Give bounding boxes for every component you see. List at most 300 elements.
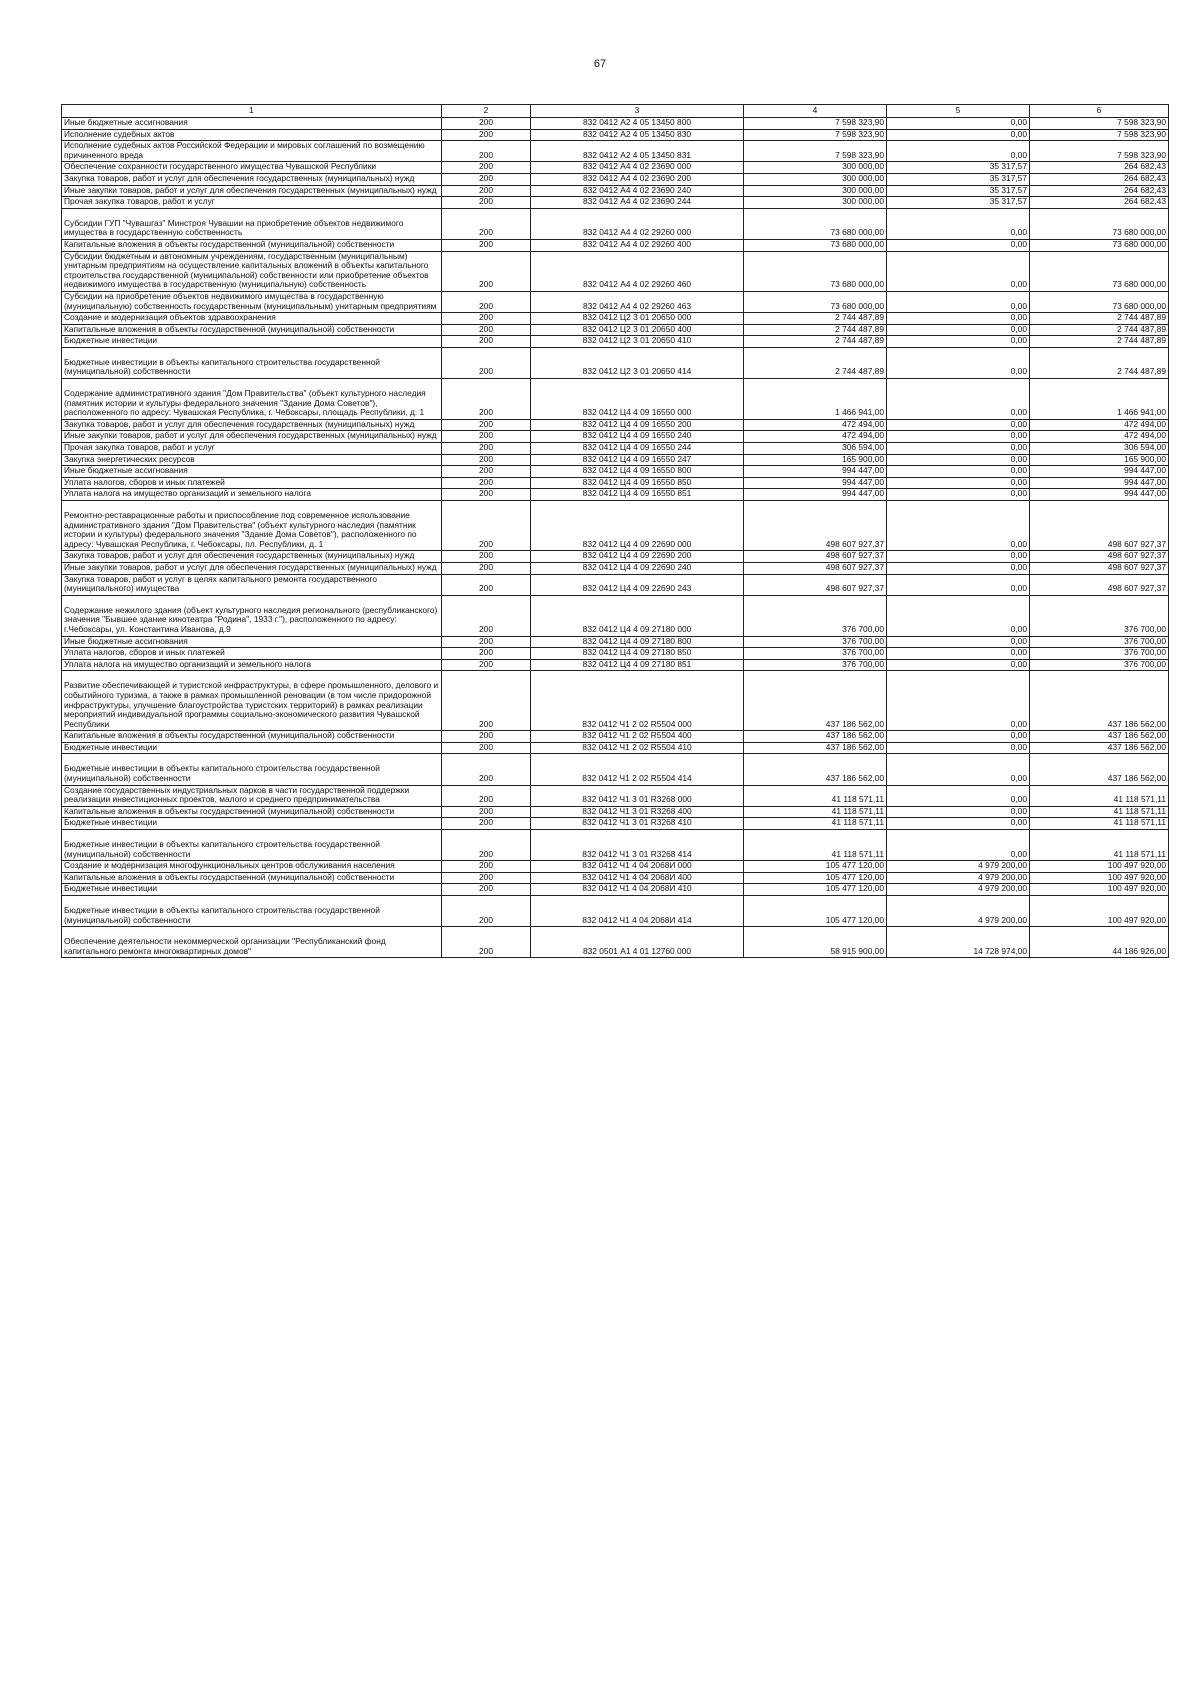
row-col6-cell: 2 744 487,89 (1030, 347, 1169, 378)
row-col4-cell: 73 680 000,00 (744, 291, 887, 312)
row-col6-cell: 7 598 323,90 (1030, 129, 1169, 141)
budget-table (61, 104, 1169, 958)
row-col6-cell: 2 744 487,89 (1030, 313, 1169, 325)
table-row (62, 185, 1169, 197)
row-col6-cell: 73 680 000,00 (1030, 251, 1169, 291)
row-code-cell: 832 0412 Ц4 4 09 16550 000 (531, 379, 744, 420)
table-row (62, 731, 1169, 743)
row-col5-cell: 0,00 (887, 443, 1030, 455)
row-col4-cell: 41 118 571,11 (744, 830, 887, 861)
row-col6-cell: 994 447,00 (1030, 466, 1169, 478)
row-col6-cell: 2 744 487,89 (1030, 324, 1169, 336)
row-col5-cell: 14 728 974,00 (887, 927, 1030, 958)
row-col4-cell: 437 186 562,00 (744, 731, 887, 743)
row-kind-cell: 200 (442, 659, 531, 671)
row-col4-cell: 376 700,00 (744, 636, 887, 648)
row-name-cell: Иные бюджетные ассигнования (62, 466, 442, 478)
row-kind-cell: 200 (442, 162, 531, 174)
table-row (62, 313, 1169, 325)
row-col5-cell: 35 317,57 (887, 173, 1030, 185)
table-row (62, 419, 1169, 431)
row-code-cell: 832 0412 Ц4 4 09 22690 240 (531, 562, 744, 574)
row-kind-cell: 200 (442, 454, 531, 466)
row-kind-cell: 200 (442, 648, 531, 660)
row-col5-cell: 0,00 (887, 431, 1030, 443)
table-row (62, 443, 1169, 455)
row-col5-cell: 0,00 (887, 731, 1030, 743)
row-code-cell: 832 0412 Ч1 2 02 R5504 414 (531, 754, 744, 785)
row-col6-cell: 376 700,00 (1030, 595, 1169, 636)
table-body (62, 118, 1169, 958)
row-name-cell: Содержание нежилого здания (объект культурного наследия регионального (республиканского) значения "Бывшее здание кинотеатра "Родина", 1933 г."), расположенного по адресу: г.Чебоксары, ул. Константина Иванова, д.9 (62, 595, 442, 636)
row-col4-cell: 7 598 323,90 (744, 129, 887, 141)
row-name-cell: Прочая закупка товаров, работ и услуг (62, 197, 442, 209)
row-kind-cell: 200 (442, 477, 531, 489)
row-col5-cell: 0,00 (887, 595, 1030, 636)
row-col5-cell: 4 979 200,00 (887, 884, 1030, 896)
row-code-cell: 832 0412 Ч1 2 02 R5504 000 (531, 671, 744, 731)
row-kind-cell: 200 (442, 313, 531, 325)
row-kind-cell: 200 (442, 595, 531, 636)
table-row (62, 347, 1169, 378)
row-col4-cell: 2 744 487,89 (744, 324, 887, 336)
row-kind-cell: 200 (442, 443, 531, 455)
row-name-cell: Создание государственных индустриальных парков в части государственной поддержки реализации инвестиционных проектов, малого и среднего предпринимательства (62, 785, 442, 806)
row-code-cell: 832 0412 Ц2 3 01 20650 000 (531, 313, 744, 325)
row-name-cell: Бюджетные инвестиции (62, 336, 442, 348)
row-code-cell: 832 0412 Ц4 4 09 16550 800 (531, 466, 744, 478)
table-row (62, 636, 1169, 648)
table-row (62, 324, 1169, 336)
row-code-cell: 832 0412 Ч1 4 04 2068И 000 (531, 861, 744, 873)
row-col6-cell: 437 186 562,00 (1030, 671, 1169, 731)
row-col4-cell: 376 700,00 (744, 659, 887, 671)
row-col6-cell: 498 607 927,37 (1030, 551, 1169, 563)
row-col5-cell: 0,00 (887, 477, 1030, 489)
row-code-cell: 832 0412 А4 4 02 23690 000 (531, 162, 744, 174)
row-code-cell: 832 0412 Ч1 4 04 2068И 410 (531, 884, 744, 896)
table-row (62, 742, 1169, 754)
row-col4-cell: 73 680 000,00 (744, 208, 887, 239)
row-code-cell: 832 0412 А4 4 02 23690 240 (531, 185, 744, 197)
table-row (62, 562, 1169, 574)
table-row (62, 141, 1169, 162)
header-row (62, 105, 1169, 118)
row-name-cell: Бюджетные инвестиции в объекты капитального строительства государственной (муниципальной) собственности (62, 347, 442, 378)
row-col5-cell: 0,00 (887, 239, 1030, 251)
row-col6-cell: 994 447,00 (1030, 477, 1169, 489)
row-col4-cell: 1 466 941,00 (744, 379, 887, 420)
row-kind-cell: 200 (442, 754, 531, 785)
col-header-1: 1 (62, 105, 442, 118)
table-row (62, 830, 1169, 861)
row-name-cell: Закупка товаров, работ и услуг для обеспечения государственных (муниципальных) нужд (62, 551, 442, 563)
row-code-cell: 832 0501 А1 4 01 12760 000 (531, 927, 744, 958)
row-col5-cell: 0,00 (887, 118, 1030, 130)
table-row (62, 477, 1169, 489)
row-col5-cell: 0,00 (887, 313, 1030, 325)
table-row (62, 501, 1169, 551)
row-code-cell: 832 0412 Ч1 4 04 2068И 400 (531, 872, 744, 884)
row-col5-cell: 0,00 (887, 324, 1030, 336)
row-col4-cell: 498 607 927,37 (744, 574, 887, 595)
row-col5-cell: 0,00 (887, 501, 1030, 551)
row-col4-cell: 58 915 900,00 (744, 927, 887, 958)
row-kind-cell: 200 (442, 431, 531, 443)
row-code-cell: 832 0412 Ц4 4 09 22690 243 (531, 574, 744, 595)
row-col4-cell: 498 607 927,37 (744, 551, 887, 563)
table-row (62, 927, 1169, 958)
page-number: 67 (593, 58, 607, 70)
row-kind-cell: 200 (442, 501, 531, 551)
row-col6-cell: 264 682,43 (1030, 162, 1169, 174)
row-name-cell: Уплата налогов, сборов и иных платежей (62, 648, 442, 660)
row-name-cell: Капитальные вложения в объекты государственной (муниципальной) собственности (62, 806, 442, 818)
row-name-cell: Создание и модернизация объектов здравоохранения (62, 313, 442, 325)
row-code-cell: 832 0412 Ц4 4 09 16550 850 (531, 477, 744, 489)
row-code-cell: 832 0412 Ц4 4 09 22690 200 (531, 551, 744, 563)
row-col5-cell: 0,00 (887, 347, 1030, 378)
row-code-cell: 832 0412 Ч1 3 01 R3268 000 (531, 785, 744, 806)
row-kind-cell: 200 (442, 818, 531, 830)
row-name-cell: Закупка товаров, работ и услуг в целях капитального ремонта государственного (муниципального) имущества (62, 574, 442, 595)
row-col6-cell: 41 118 571,11 (1030, 806, 1169, 818)
row-code-cell: 832 0412 А2 4 05 13450 830 (531, 129, 744, 141)
row-name-cell: Бюджетные инвестиции в объекты капитального строительства государственной (муниципальной) собственности (62, 896, 442, 927)
row-kind-cell: 200 (442, 336, 531, 348)
row-kind-cell: 200 (442, 830, 531, 861)
row-col4-cell: 300 000,00 (744, 185, 887, 197)
col-header-5: 5 (887, 105, 1030, 118)
row-col5-cell: 0,00 (887, 785, 1030, 806)
row-name-cell: Обеспечение сохранности государственного имущества Чувашской Республики (62, 162, 442, 174)
row-col5-cell: 0,00 (887, 489, 1030, 501)
table-header (62, 105, 1169, 118)
row-kind-cell: 200 (442, 291, 531, 312)
row-name-cell: Прочая закупка товаров, работ и услуг (62, 443, 442, 455)
table-row (62, 861, 1169, 873)
row-col5-cell: 0,00 (887, 754, 1030, 785)
row-kind-cell: 200 (442, 872, 531, 884)
row-code-cell: 832 0412 Ц4 4 09 22690 000 (531, 501, 744, 551)
row-col5-cell: 0,00 (887, 574, 1030, 595)
table-row (62, 251, 1169, 291)
col-header-2: 2 (442, 105, 531, 118)
row-code-cell: 832 0412 Ч1 4 04 2068И 414 (531, 896, 744, 927)
row-kind-cell: 200 (442, 742, 531, 754)
row-col5-cell: 0,00 (887, 291, 1030, 312)
row-name-cell: Капитальные вложения в объекты государственной (муниципальной) собственности (62, 239, 442, 251)
col-header-4: 4 (744, 105, 887, 118)
row-col5-cell: 4 979 200,00 (887, 896, 1030, 927)
row-col5-cell: 0,00 (887, 419, 1030, 431)
row-name-cell: Капитальные вложения в объекты государственной (муниципальной) собственности (62, 731, 442, 743)
row-col6-cell: 41 118 571,11 (1030, 785, 1169, 806)
row-col4-cell: 498 607 927,37 (744, 562, 887, 574)
row-col6-cell: 376 700,00 (1030, 648, 1169, 660)
row-kind-cell: 200 (442, 347, 531, 378)
row-code-cell: 832 0412 А4 4 02 29260 460 (531, 251, 744, 291)
row-kind-cell: 200 (442, 141, 531, 162)
row-name-cell: Исполнение судебных актов Российской Федерации и мировых соглашений по возмещению причиненного вреда (62, 141, 442, 162)
row-code-cell: 832 0412 Ч1 3 01 R3268 410 (531, 818, 744, 830)
row-code-cell: 832 0412 Ц2 3 01 20650 414 (531, 347, 744, 378)
row-col4-cell: 300 000,00 (744, 197, 887, 209)
row-col4-cell: 73 680 000,00 (744, 251, 887, 291)
row-col6-cell: 437 186 562,00 (1030, 742, 1169, 754)
row-col6-cell: 498 607 927,37 (1030, 574, 1169, 595)
row-kind-cell: 200 (442, 251, 531, 291)
row-code-cell: 832 0412 Ц4 4 09 16550 200 (531, 419, 744, 431)
row-col6-cell: 264 682,43 (1030, 185, 1169, 197)
row-code-cell: 832 0412 Ч1 2 02 R5504 410 (531, 742, 744, 754)
row-col6-cell: 2 744 487,89 (1030, 336, 1169, 348)
row-col5-cell: 0,00 (887, 659, 1030, 671)
row-col5-cell: 0,00 (887, 379, 1030, 420)
row-kind-cell: 200 (442, 419, 531, 431)
row-name-cell: Капитальные вложения в объекты государственной (муниципальной) собственности (62, 872, 442, 884)
row-code-cell: 832 0412 А2 4 05 13450 800 (531, 118, 744, 130)
row-col4-cell: 376 700,00 (744, 595, 887, 636)
row-col6-cell: 7 598 323,90 (1030, 141, 1169, 162)
row-col6-cell: 376 700,00 (1030, 659, 1169, 671)
row-kind-cell: 200 (442, 129, 531, 141)
row-kind-cell: 200 (442, 927, 531, 958)
row-col5-cell: 0,00 (887, 141, 1030, 162)
row-col5-cell: 0,00 (887, 129, 1030, 141)
row-col6-cell: 44 186 926,00 (1030, 927, 1169, 958)
row-col6-cell: 100 497 920,00 (1030, 872, 1169, 884)
row-col4-cell: 994 447,00 (744, 489, 887, 501)
row-kind-cell: 200 (442, 884, 531, 896)
table-row (62, 129, 1169, 141)
row-name-cell: Закупка энергетических ресурсов (62, 454, 442, 466)
row-col5-cell: 0,00 (887, 551, 1030, 563)
row-col4-cell: 2 744 487,89 (744, 336, 887, 348)
table-row (62, 574, 1169, 595)
row-kind-cell: 200 (442, 896, 531, 927)
table-row (62, 239, 1169, 251)
table-row (62, 551, 1169, 563)
row-kind-cell: 200 (442, 173, 531, 185)
row-code-cell: 832 0412 Ц4 4 09 16550 247 (531, 454, 744, 466)
row-col6-cell: 41 118 571,11 (1030, 818, 1169, 830)
table-row (62, 162, 1169, 174)
row-col6-cell: 264 682,43 (1030, 173, 1169, 185)
row-col5-cell: 0,00 (887, 562, 1030, 574)
row-col6-cell: 498 607 927,37 (1030, 562, 1169, 574)
row-col4-cell: 300 000,00 (744, 173, 887, 185)
row-col6-cell: 264 682,43 (1030, 197, 1169, 209)
row-code-cell: 832 0412 Ц4 4 09 16550 240 (531, 431, 744, 443)
table-row (62, 671, 1169, 731)
row-col4-cell: 2 744 487,89 (744, 313, 887, 325)
row-kind-cell: 200 (442, 239, 531, 251)
row-code-cell: 832 0412 Ц4 4 09 27180 800 (531, 636, 744, 648)
row-col4-cell: 437 186 562,00 (744, 754, 887, 785)
row-name-cell: Закупка товаров, работ и услуг для обеспечения государственных (муниципальных) нужд (62, 173, 442, 185)
col-header-3: 3 (531, 105, 744, 118)
row-code-cell: 832 0412 Ц4 4 09 27180 850 (531, 648, 744, 660)
row-col6-cell: 437 186 562,00 (1030, 754, 1169, 785)
row-name-cell: Бюджетные инвестиции (62, 818, 442, 830)
row-kind-cell: 200 (442, 636, 531, 648)
row-col4-cell: 437 186 562,00 (744, 671, 887, 731)
row-col4-cell: 41 118 571,11 (744, 785, 887, 806)
row-col4-cell: 306 594,00 (744, 443, 887, 455)
table-row (62, 595, 1169, 636)
table-row (62, 379, 1169, 420)
row-name-cell: Иные закупки товаров, работ и услуг для обеспечения государственных (муниципальных) нужд (62, 431, 442, 443)
row-col6-cell: 100 497 920,00 (1030, 861, 1169, 873)
row-kind-cell: 200 (442, 574, 531, 595)
row-name-cell: Бюджетные инвестиции (62, 742, 442, 754)
row-code-cell: 832 0412 Ц4 4 09 16550 851 (531, 489, 744, 501)
row-col4-cell: 165 900,00 (744, 454, 887, 466)
row-col5-cell: 35 317,57 (887, 162, 1030, 174)
row-col5-cell: 0,00 (887, 806, 1030, 818)
table-row (62, 872, 1169, 884)
table-row (62, 454, 1169, 466)
table-row (62, 884, 1169, 896)
row-col6-cell: 41 118 571,11 (1030, 830, 1169, 861)
table-row (62, 208, 1169, 239)
row-kind-cell: 200 (442, 785, 531, 806)
row-code-cell: 832 0412 Ц2 3 01 20650 410 (531, 336, 744, 348)
table-row (62, 806, 1169, 818)
col-header-6: 6 (1030, 105, 1169, 118)
table-row (62, 896, 1169, 927)
row-col5-cell: 35 317,57 (887, 197, 1030, 209)
row-code-cell: 832 0412 А2 4 05 13450 831 (531, 141, 744, 162)
row-kind-cell: 200 (442, 466, 531, 478)
row-name-cell: Бюджетные инвестиции в объекты капитального строительства государственной (муниципальной) собственности (62, 830, 442, 861)
row-col4-cell: 105 477 120,00 (744, 861, 887, 873)
row-name-cell: Содержание административного здания "Дом Правительства" (объект культурного наследия (памятник истории и культуры федерального значения "Здание Дома Советов"), расположенного по адресу: Чувашская Республика, г. Чебоксары, площадь Республики, д. 1 (62, 379, 442, 420)
row-kind-cell: 200 (442, 671, 531, 731)
row-col4-cell: 105 477 120,00 (744, 884, 887, 896)
row-name-cell: Капитальные вложения в объекты государственной (муниципальной) собственности (62, 324, 442, 336)
table-row (62, 466, 1169, 478)
row-col5-cell: 0,00 (887, 636, 1030, 648)
row-code-cell: 832 0412 А4 4 02 29260 000 (531, 208, 744, 239)
row-col4-cell: 994 447,00 (744, 466, 887, 478)
row-name-cell: Уплата налога на имущество организаций и земельного налога (62, 659, 442, 671)
row-col4-cell: 105 477 120,00 (744, 896, 887, 927)
row-name-cell: Обеспечение деятельности некоммерческой организации "Республиканский фонд капитального ремонта многоквартирных домов" (62, 927, 442, 958)
row-col5-cell: 0,00 (887, 671, 1030, 731)
row-col5-cell: 0,00 (887, 830, 1030, 861)
row-col6-cell: 100 497 920,00 (1030, 884, 1169, 896)
row-code-cell: 832 0412 Ц2 3 01 20650 400 (531, 324, 744, 336)
row-name-cell: Бюджетные инвестиции (62, 884, 442, 896)
row-col6-cell: 472 494,00 (1030, 431, 1169, 443)
row-col4-cell: 7 598 323,90 (744, 141, 887, 162)
row-code-cell: 832 0412 А4 4 02 23690 200 (531, 173, 744, 185)
row-code-cell: 832 0412 А4 4 02 29260 463 (531, 291, 744, 312)
row-col6-cell: 165 900,00 (1030, 454, 1169, 466)
table-row (62, 489, 1169, 501)
table-row (62, 197, 1169, 209)
row-col4-cell: 437 186 562,00 (744, 742, 887, 754)
row-name-cell: Уплата налогов, сборов и иных платежей (62, 477, 442, 489)
row-name-cell: Исполнение судебных актов (62, 129, 442, 141)
row-name-cell: Закупка товаров, работ и услуг для обеспечения государственных (муниципальных) нужд (62, 419, 442, 431)
row-kind-cell: 200 (442, 379, 531, 420)
row-code-cell: 832 0412 Ч1 3 01 R3268 400 (531, 806, 744, 818)
row-col5-cell: 0,00 (887, 336, 1030, 348)
row-code-cell: 832 0412 Ч1 2 02 R5504 400 (531, 731, 744, 743)
row-name-cell: Иные закупки товаров, работ и услуг для обеспечения государственных (муниципальных) нужд (62, 185, 442, 197)
row-col6-cell: 306 594,00 (1030, 443, 1169, 455)
row-name-cell: Бюджетные инвестиции в объекты капитального строительства государственной (муниципальной) собственности (62, 754, 442, 785)
row-col6-cell: 498 607 927,37 (1030, 501, 1169, 551)
row-col4-cell: 41 118 571,11 (744, 818, 887, 830)
table-row (62, 291, 1169, 312)
row-col5-cell: 0,00 (887, 742, 1030, 754)
row-col4-cell: 994 447,00 (744, 477, 887, 489)
row-kind-cell: 200 (442, 208, 531, 239)
row-col6-cell: 472 494,00 (1030, 419, 1169, 431)
row-col4-cell: 41 118 571,11 (744, 806, 887, 818)
row-col4-cell: 73 680 000,00 (744, 239, 887, 251)
row-col6-cell: 73 680 000,00 (1030, 208, 1169, 239)
row-col6-cell: 73 680 000,00 (1030, 291, 1169, 312)
row-name-cell: Субсидии ГУП "Чувашгаз" Минстроя Чувашии на приобретение объектов недвижимого имущества в государственную собственность (62, 208, 442, 239)
row-col5-cell: 0,00 (887, 648, 1030, 660)
table-row (62, 336, 1169, 348)
row-kind-cell: 200 (442, 118, 531, 130)
row-col5-cell: 0,00 (887, 818, 1030, 830)
row-col6-cell: 994 447,00 (1030, 489, 1169, 501)
row-col5-cell: 0,00 (887, 454, 1030, 466)
row-col4-cell: 498 607 927,37 (744, 501, 887, 551)
row-kind-cell: 200 (442, 551, 531, 563)
table-row (62, 173, 1169, 185)
row-code-cell: 832 0412 Ц4 4 09 27180 851 (531, 659, 744, 671)
row-col5-cell: 4 979 200,00 (887, 861, 1030, 873)
row-name-cell: Иные закупки товаров, работ и услуг для обеспечения государственных (муниципальных) нужд (62, 562, 442, 574)
row-kind-cell: 200 (442, 806, 531, 818)
row-name-cell: Субсидии бюджетным и автономным учреждениям, государственным (муниципальным) унитарным предприятиям на осуществление капитальных вложений в объекты капитального строительства государственной (муниципальной) собственности или приобретение объектов недвижимого имущества в государственную (муниципальную) собственность (62, 251, 442, 291)
row-col5-cell: 4 979 200,00 (887, 872, 1030, 884)
table-row (62, 818, 1169, 830)
table-row (62, 659, 1169, 671)
row-code-cell: 832 0412 Ч1 3 01 R3268 414 (531, 830, 744, 861)
row-name-cell: Создание и модернизация многофункциональных центров обслуживания населения (62, 861, 442, 873)
row-col5-cell: 35 317,57 (887, 185, 1030, 197)
row-name-cell: Иные бюджетные ассигнования (62, 636, 442, 648)
row-col4-cell: 472 494,00 (744, 431, 887, 443)
row-kind-cell: 200 (442, 731, 531, 743)
row-col4-cell: 7 598 323,90 (744, 118, 887, 130)
table-row (62, 785, 1169, 806)
row-col6-cell: 1 466 941,00 (1030, 379, 1169, 420)
row-col4-cell: 472 494,00 (744, 419, 887, 431)
row-kind-cell: 200 (442, 324, 531, 336)
table-row (62, 754, 1169, 785)
row-name-cell: Ремонтно-реставрационные работы и приспособление под современное использование административного здания "Дом Правительства" (объект культурного наследия (памятник истории и культуры) федерального значения "Здание Дома Советов"), расположенного по адресу: Чувашская Республика, г. Чебоксары, пл. Республики, д. 1 (62, 501, 442, 551)
row-kind-cell: 200 (442, 197, 531, 209)
row-code-cell: 832 0412 А4 4 02 29260 400 (531, 239, 744, 251)
row-code-cell: 832 0412 А4 4 02 23690 244 (531, 197, 744, 209)
row-col4-cell: 2 744 487,89 (744, 347, 887, 378)
row-kind-cell: 200 (442, 861, 531, 873)
row-name-cell: Уплата налога на имущество организаций и земельного налога (62, 489, 442, 501)
row-kind-cell: 200 (442, 562, 531, 574)
row-name-cell: Иные бюджетные ассигнования (62, 118, 442, 130)
row-col6-cell: 73 680 000,00 (1030, 239, 1169, 251)
